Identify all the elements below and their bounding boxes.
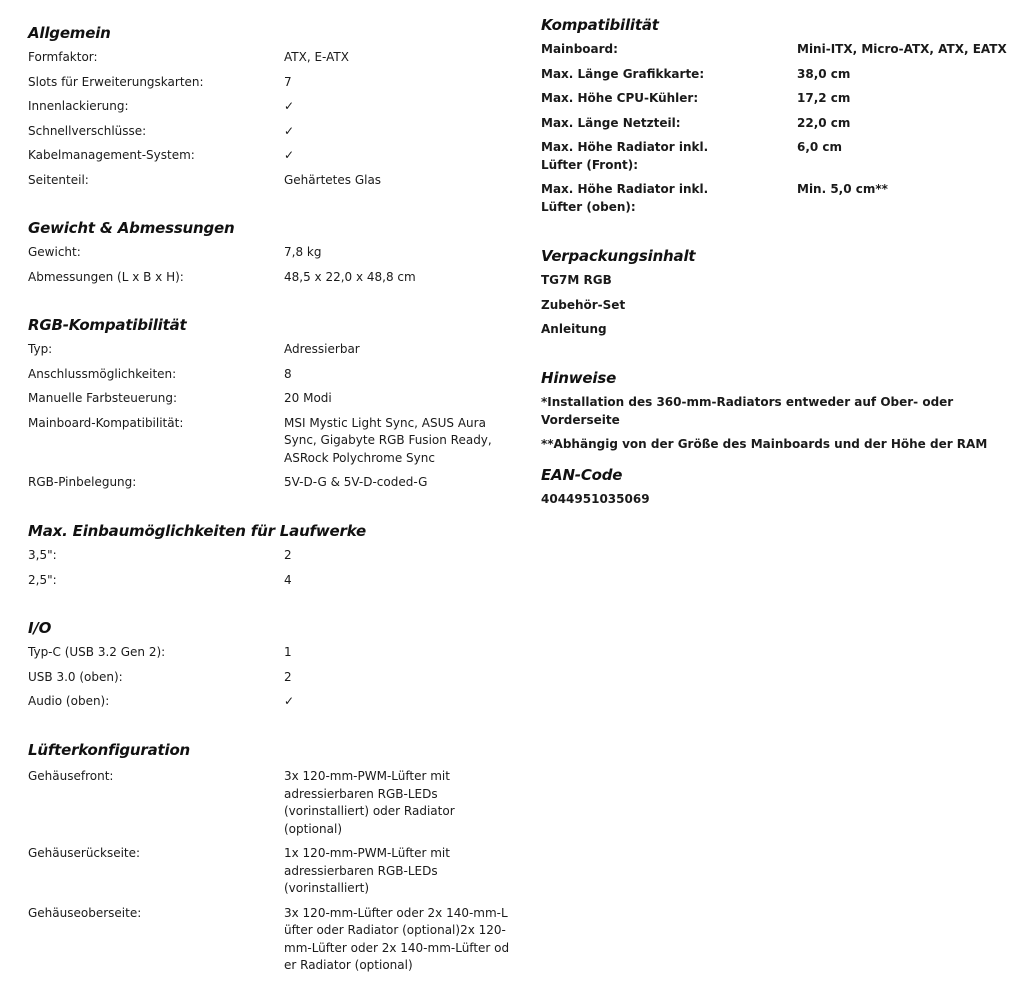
section-io: [28, 619, 518, 711]
spec-label: Seitenteil:: [28, 172, 89, 187]
spec-row-gehaeuseoberseite: [28, 905, 518, 975]
spec-row-anschluesse: [28, 366, 518, 384]
spec-label: Audio (oben):: [28, 694, 110, 708]
spec-row-kabelmanagement: [28, 147, 518, 165]
spec-label: Formfaktor:: [28, 50, 98, 64]
spec-value: 2: [284, 669, 292, 684]
section-rgb-kompatibilitaet: [28, 316, 518, 492]
spec-value: 4: [284, 572, 292, 587]
spec-row-abmessungen: [28, 269, 518, 287]
check-icon: ✓: [284, 148, 295, 162]
spec-value: 22,0 cm: [797, 115, 851, 130]
spec-label: Gehäuserückseite:: [28, 846, 141, 860]
note-item: *Installation des 360-mm-Radiators entweder auf Ober- oder Vorderseite: [541, 395, 954, 427]
section-title: I/O: [28, 619, 52, 637]
spec-row-gehaeuserueckseite: [28, 845, 518, 898]
spec-label: Gehäuseoberseite:: [28, 905, 142, 920]
spec-label: Kabelmanagement-System:: [28, 148, 195, 162]
section-title: Lüfterkonfiguration: [28, 741, 191, 759]
spec-value: 48,5 x 22,0 x 48,8 cm: [284, 269, 416, 284]
spec-row-rgb-pinbelegung: [28, 474, 518, 492]
spec-row-innenlackierung: [28, 98, 518, 116]
spec-row-gehaeusefront: [28, 768, 518, 838]
section-gewicht-abmessungen: [28, 219, 518, 286]
package-item: Zubehör-Set: [541, 297, 626, 312]
section-verpackungsinhalt: [541, 247, 1011, 339]
spec-row-formfaktor: [28, 49, 518, 67]
section-title: RGB-Kompatibilität: [28, 316, 187, 334]
spec-label: Max. Länge Netzteil:: [541, 115, 681, 130]
section-title: Hinweise: [541, 369, 617, 387]
section-title: Max. Einbaumöglichkeiten für Laufwerke: [28, 522, 366, 540]
section-title: EAN-Code: [541, 466, 623, 484]
spec-label: Max. Höhe CPU-Kühler:: [541, 91, 699, 105]
spec-value: 6,0 cm: [797, 140, 843, 154]
package-item: TG7M RGB: [541, 273, 612, 287]
spec-value: 7,8 kg: [284, 245, 322, 259]
spec-row-radiator-front: [541, 139, 1011, 174]
spec-value: 17,2 cm: [797, 91, 851, 105]
check-icon: ✓: [284, 123, 295, 138]
section-allgemein: [28, 24, 518, 189]
spec-value: Min. 5,0 cm**: [797, 182, 888, 196]
spec-row-25-zoll: [28, 572, 518, 590]
spec-label: 3,5":: [28, 548, 57, 562]
spec-row-schnellverschluesse: [28, 123, 518, 141]
spec-value: 2: [284, 548, 292, 562]
spec-row-audio: [28, 693, 518, 711]
spec-label: Mainboard-Kompatibilität:: [28, 415, 184, 430]
spec-row-usb30: [28, 669, 518, 687]
check-icon: ✓: [284, 694, 295, 708]
spec-label: Mainboard:: [541, 42, 618, 56]
spec-row-35-zoll: [28, 547, 518, 565]
spec-label: Innenlackierung:: [28, 99, 129, 113]
spec-label: Manuelle Farbsteuerung:: [28, 391, 178, 405]
spec-label: Typ-C (USB 3.2 Gen 2):: [28, 645, 166, 659]
note-item: **Abhängig von der Größe des Mainboards und der Höhe der RAM: [541, 437, 988, 451]
spec-value: Mini-ITX, Micro-ATX, ATX, EATX: [797, 42, 1007, 56]
section-title: Allgemein: [28, 24, 111, 42]
package-item: Anleitung: [541, 322, 607, 336]
spec-row-mainboard: [541, 41, 1011, 59]
ean-value: 4044951035069: [541, 492, 650, 506]
spec-row-radiator-oben: [541, 181, 1011, 216]
spec-value: 3x 120-mm-Lüfter oder 2x 140-mm-Lüfter oder Radiator (optional)2x 120-mm-Lüfter oder 2x 140-mm-Lüfter oder Radiator (optional): [284, 905, 510, 972]
spec-label: Slots für Erweiterungskarten:: [28, 74, 204, 89]
section-luefterkonfiguration: [28, 741, 518, 975]
spec-row-gewicht: [28, 244, 518, 262]
spec-row-seitenteil: [28, 172, 518, 190]
section-title: Verpackungsinhalt: [541, 247, 696, 265]
spec-value: 5V-D-G & 5V-D-coded-G: [284, 475, 428, 489]
spec-label: Max. Höhe Radiator inkl. Lüfter (oben):: [541, 182, 709, 214]
spec-row-grafikkarte: [541, 66, 1011, 84]
spec-label: 2,5":: [28, 572, 57, 587]
spec-label: Typ:: [28, 342, 53, 356]
section-laufwerke: [28, 522, 518, 589]
spec-row-mainboard-kompatibilitaet: [28, 415, 518, 468]
spec-value: 1x 120-mm-PWM-Lüfter mit adressierbaren RGB-LEDs (vorinstalliert): [284, 846, 450, 895]
spec-value: 38,0 cm: [797, 66, 851, 81]
spec-value: MSI Mystic Light Sync, ASUS Aura Sync, Gigabyte RGB Fusion Ready, ASRock Polychrome Sync: [284, 415, 492, 465]
spec-value: Gehärtetes Glas: [284, 172, 382, 187]
check-icon: ✓: [284, 99, 295, 113]
spec-label: Gehäusefront:: [28, 769, 114, 783]
spec-label: Gewicht:: [28, 245, 81, 259]
spec-label: Schnellverschlüsse:: [28, 123, 147, 138]
spec-value: 3x 120-mm-PWM-Lüfter mit adressierbaren RGB-LEDs (vorinstalliert) oder Radiator (optional): [284, 769, 455, 836]
section-hinweise: [541, 369, 1011, 454]
section-kompatibilitaet: [541, 16, 1011, 216]
spec-label: Abmessungen (L x B x H):: [28, 269, 184, 284]
spec-row-typ-c: [28, 644, 518, 662]
spec-label: Anschlussmöglichkeiten:: [28, 366, 177, 381]
spec-label: USB 3.0 (oben):: [28, 669, 123, 684]
spec-row-typ: [28, 341, 518, 359]
spec-row-netzteil: [541, 115, 1011, 133]
spec-value: 1: [284, 645, 292, 659]
spec-row-farbsteuerung: [28, 390, 518, 408]
spec-value: 8: [284, 366, 292, 381]
spec-row-slots: [28, 74, 518, 92]
spec-label: RGB-Pinbelegung:: [28, 475, 137, 489]
spec-row-cpu-kuehler: [541, 90, 1011, 108]
section-ean-code: [541, 466, 1011, 509]
section-title: Kompatibilität: [541, 16, 659, 34]
spec-value: 20 Modi: [284, 391, 332, 405]
spec-label: Max. Höhe Radiator inkl. Lüfter (Front):: [541, 140, 709, 172]
spec-value: Adressierbar: [284, 342, 360, 356]
spec-value: 7: [284, 74, 292, 89]
spec-label: Max. Länge Grafikkarte:: [541, 66, 705, 81]
section-title: Gewicht & Abmessungen: [28, 219, 235, 237]
spec-value: ATX, E-ATX: [284, 50, 349, 64]
